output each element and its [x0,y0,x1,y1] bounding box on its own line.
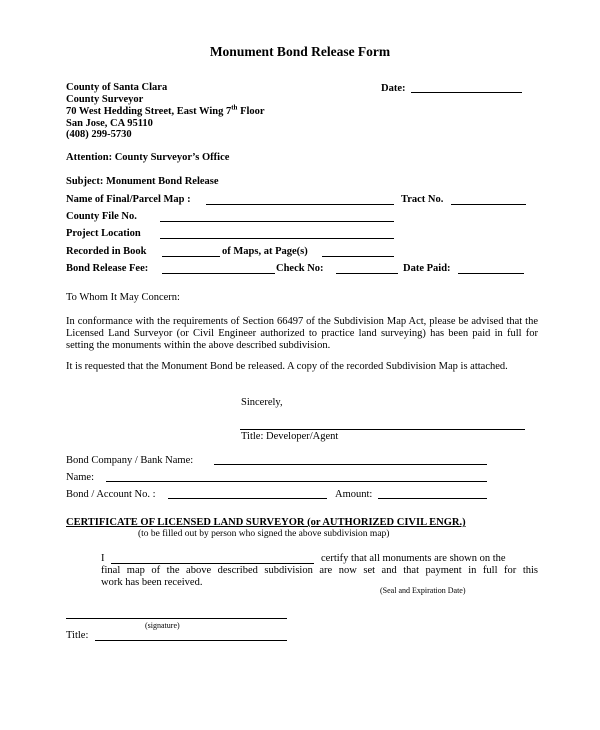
date-label: Date: [381,83,406,94]
signer-title: Title: Developer/Agent [241,431,339,442]
address-street-sup: th [231,103,238,112]
pages-field[interactable] [322,256,394,257]
seal-expiration-note: (Seal and Expiration Date) [380,586,466,595]
address-city: San Jose, CA 95110 [66,118,153,129]
bond-release-fee-field[interactable] [162,273,275,274]
bond-company-label: Bond Company / Bank Name: [66,455,194,466]
certificate-instruction: (to be filled out by person who signed the above subdivision map) [138,529,390,539]
recorded-book-field[interactable] [162,256,220,257]
project-location-label: Project Location [66,228,141,239]
bond-account-label: Bond / Account No. : [66,489,156,500]
bond-name-field[interactable] [106,481,487,482]
address-street-floor: Floor [237,106,265,117]
surveyor-signature-line[interactable] [66,618,287,619]
surveyor-name-field[interactable] [111,563,314,564]
form-title: Monument Bond Release Form [209,44,391,59]
attention-line: Attention: County Surveyor’s Office [66,152,230,163]
bond-name-label: Name: [66,472,94,483]
closing-sincerely: Sincerely, [241,397,283,408]
salutation: To Whom It May Concern: [66,292,180,303]
recorded-book-label: Recorded in Book [66,246,147,257]
bond-company-field[interactable] [214,464,487,465]
bond-amount-field[interactable] [378,498,487,499]
tract-no-label: Tract No. [401,194,444,205]
signature-caption: (signature) [145,621,180,630]
certificate-i-label: I [101,553,105,564]
address-street [66,103,265,118]
county-file-label: County File No. [66,211,137,222]
project-location-field[interactable] [160,238,394,239]
date-paid-field[interactable] [458,273,524,274]
county-file-field[interactable] [160,221,394,222]
certificate-title-label: Title: [66,630,89,641]
paragraph-conformance: In conformance with the requirements of Section 66497 of the Subdivision Map Act, please be advised that the Licensed Land Surveyor (or Civil Engineer authorized to practice land surveying) has been paid in full for setting the monuments within the above described subdivision. [66,316,538,351]
bond-amount-label: Amount: [335,489,373,500]
developer-signature-line[interactable] [240,429,525,430]
check-no-label: Check No: [276,263,324,274]
map-name-field[interactable] [206,204,394,205]
check-no-field[interactable] [336,273,398,274]
bond-release-fee-label: Bond Release Fee: [66,263,149,274]
bond-account-field[interactable] [168,498,327,499]
date-field[interactable] [411,92,522,93]
map-name-label: Name of Final/Parcel Map : [66,194,191,205]
address-department: County Surveyor [66,94,144,105]
paragraph-request: It is requested that the Monument Bond be released. A copy of the recorded Subdivision Map is attached. [66,361,508,372]
certificate-title-field[interactable] [95,640,287,641]
address-street-text: 70 West Hedding Street, East Wing 7 [66,106,232,117]
tract-no-field[interactable] [451,204,526,205]
of-maps-label: of Maps, at Page(s) [222,246,308,257]
subject-line: Subject: Monument Bond Release [66,176,219,187]
date-paid-label: Date Paid: [403,263,451,274]
address-county: County of Santa Clara [66,82,168,93]
address-phone: (408) 299-5730 [66,129,132,140]
certificate-heading: CERTIFICATE OF LICENSED LAND SURVEYOR (or AUTHORIZED CIVIL ENGR.) [66,517,466,528]
certificate-line3: work has been received. [101,577,203,588]
certificate-line1-tail: certify that all monuments are shown on the [321,553,506,564]
certificate-line2: final map of the above described subdivision are now set and that payment in full for this [101,565,538,576]
